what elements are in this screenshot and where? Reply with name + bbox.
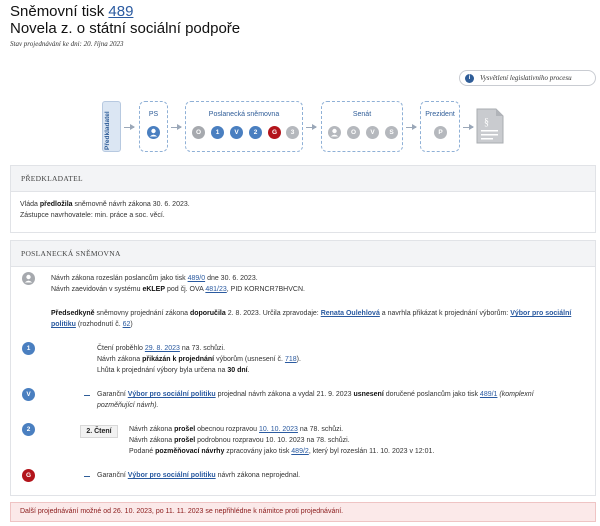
committee-social-link[interactable]: Výbor pro sociální politiku xyxy=(127,391,216,398)
predsed-line-2: politiku (rozhodnutí č. 62) xyxy=(51,321,133,328)
page-title: Sněmovní tisk 489 xyxy=(10,3,134,20)
stage-predkladatel[interactable]: Předkladatel xyxy=(102,101,121,152)
stage-senate[interactable]: Senát O V S xyxy=(321,101,403,152)
predkladatel-line-1: Vláda předložila sněmovně návrh zákona 30. 6. 2023. xyxy=(20,201,190,208)
chamber-step-g[interactable]: G xyxy=(268,126,281,139)
chamber-step-2[interactable]: 2 xyxy=(249,126,262,139)
committee-link-cont[interactable]: politiku xyxy=(51,321,76,328)
chamber-step-v[interactable]: V xyxy=(230,126,243,139)
senate-person-icon xyxy=(328,126,341,139)
stepv-line-2: pozměňující návrh). xyxy=(97,402,159,409)
arrow-icon xyxy=(406,127,416,128)
person-icon xyxy=(147,126,160,139)
svg-text:§: § xyxy=(484,117,489,128)
info-icon: i xyxy=(465,74,474,83)
step2-line-2: Návrh zákona prošel podrobnou rozpravou 10. 10. 2023 na 78. schůzi. xyxy=(129,437,350,444)
eklep-link[interactable]: 481/23 xyxy=(205,286,227,293)
intro-line-1: Návrh zákona rozeslán poslancům jako tisk 489/0 dne 30. 6. 2023. xyxy=(51,275,258,282)
stage-ps[interactable]: PS xyxy=(139,101,168,152)
general-debate-date-link[interactable]: 10. 10. 2023 xyxy=(259,426,298,433)
chamber-step-1[interactable]: 1 xyxy=(211,126,224,139)
decision-62-link[interactable]: 62 xyxy=(122,321,131,328)
senate-step-o[interactable]: O xyxy=(347,126,360,139)
senate-step-s[interactable]: S xyxy=(385,126,398,139)
step1-line-2: Návrh zákona přikázán k projednání výborům (usnesení č. 718). xyxy=(97,356,301,363)
arrow-icon xyxy=(306,127,316,128)
reading-date-link[interactable]: 29. 8. 2023 xyxy=(144,345,180,352)
step2-line-3: Podané pozměňovací návrhy zpracovány jako tisk 489/2, který byl rozeslán 11. 10. 2023 v 12:01. xyxy=(129,448,435,455)
stage-president[interactable]: Prezident P xyxy=(420,101,460,152)
second-reading-tag: 2. Čtení xyxy=(80,425,118,438)
senate-step-v[interactable]: V xyxy=(366,126,379,139)
step-1-badge: 1 xyxy=(22,342,35,355)
state-date: Stav projednávání ke dni: 20. října 2023 xyxy=(10,40,124,48)
intro-line-2: Návrh zaevidován v systému eKLEP pod čj. OVA 481/23, PID KORNCR7BHVCN. xyxy=(51,286,305,293)
tisk-489-0-link[interactable]: 489/0 xyxy=(187,275,206,282)
further-hearing-alert: Další projednávání možné od 26. 10. 2023, po 11. 11. 2023 se nepřihlédne k námitce proti projednávání. xyxy=(10,502,596,522)
step-2-badge: 2 xyxy=(22,423,35,436)
stepv-line-1: Garanční Výbor pro sociální politiku projednal návrh zákona a vydal 21. 9. 2023 usnesení doručené poslancům jako tisk 489/1 (komplexní xyxy=(97,391,534,398)
dash-icon xyxy=(84,395,90,396)
step2-line-1: Návrh zákona prošel obecnou rozpravou 10. 10. 2023 na 78. schůzi. xyxy=(129,426,344,433)
predsed-line-1: Předsedkyně sněmovny projednání zákona doporučila 2. 8. 2023. Určila zpravodaje: Renata Oulehlová a navrhla přikázat k projednání výborům: Výbor pro sociální xyxy=(51,310,572,317)
page-subtitle: Novela z. o státní sociální podpoře xyxy=(10,20,241,37)
committee-link[interactable]: Výbor pro sociální xyxy=(510,310,572,317)
person-icon xyxy=(22,272,35,285)
explain-process-button[interactable]: i Vysvětlení legislativního procesu xyxy=(459,70,596,86)
dash-icon xyxy=(84,476,90,477)
resolution-718-link[interactable]: 718 xyxy=(284,356,297,363)
stage-chamber[interactable]: Poslanecká sněmovna O 1 V 2 G 3 xyxy=(185,101,303,152)
predkladatel-heading: PŘEDKLADATEL xyxy=(11,166,595,192)
arrow-icon xyxy=(171,127,181,128)
step-v-badge: V xyxy=(22,388,35,401)
step1-line-1: Čtení proběhlo 29. 8. 2023 na 73. schůzi. xyxy=(97,345,226,352)
arrow-icon xyxy=(463,127,473,128)
law-document-icon xyxy=(476,108,504,144)
step-g-badge: G xyxy=(22,469,35,482)
chamber-step-o[interactable]: O xyxy=(192,126,205,139)
committee-social-link-2[interactable]: Výbor pro sociální politiku xyxy=(127,472,216,479)
chamber-step-3[interactable]: 3 xyxy=(286,126,299,139)
tisk-number-link[interactable]: 489 xyxy=(108,3,134,20)
chamber-heading: POSLANECKÁ SNĚMOVNA xyxy=(11,241,595,267)
predkladatel-line-2: Zástupce navrhovatele: min. práce a soc. věcí. xyxy=(20,212,165,219)
rapporteur-link[interactable]: Renata Oulehlová xyxy=(320,310,380,317)
stepg-line: Garanční Výbor pro sociální politiku návrh zákona neprojednal. xyxy=(97,472,301,479)
tisk-489-2-link[interactable]: 489/2 xyxy=(291,448,309,455)
predkladatel-panel xyxy=(10,165,596,233)
president-step-p[interactable]: P xyxy=(434,126,447,139)
arrow-icon xyxy=(124,127,134,128)
tisk-489-1-link[interactable]: 489/1 xyxy=(479,391,498,398)
step1-line-3: Lhůta k projednání výbory byla určena na 30 dní. xyxy=(97,367,250,374)
